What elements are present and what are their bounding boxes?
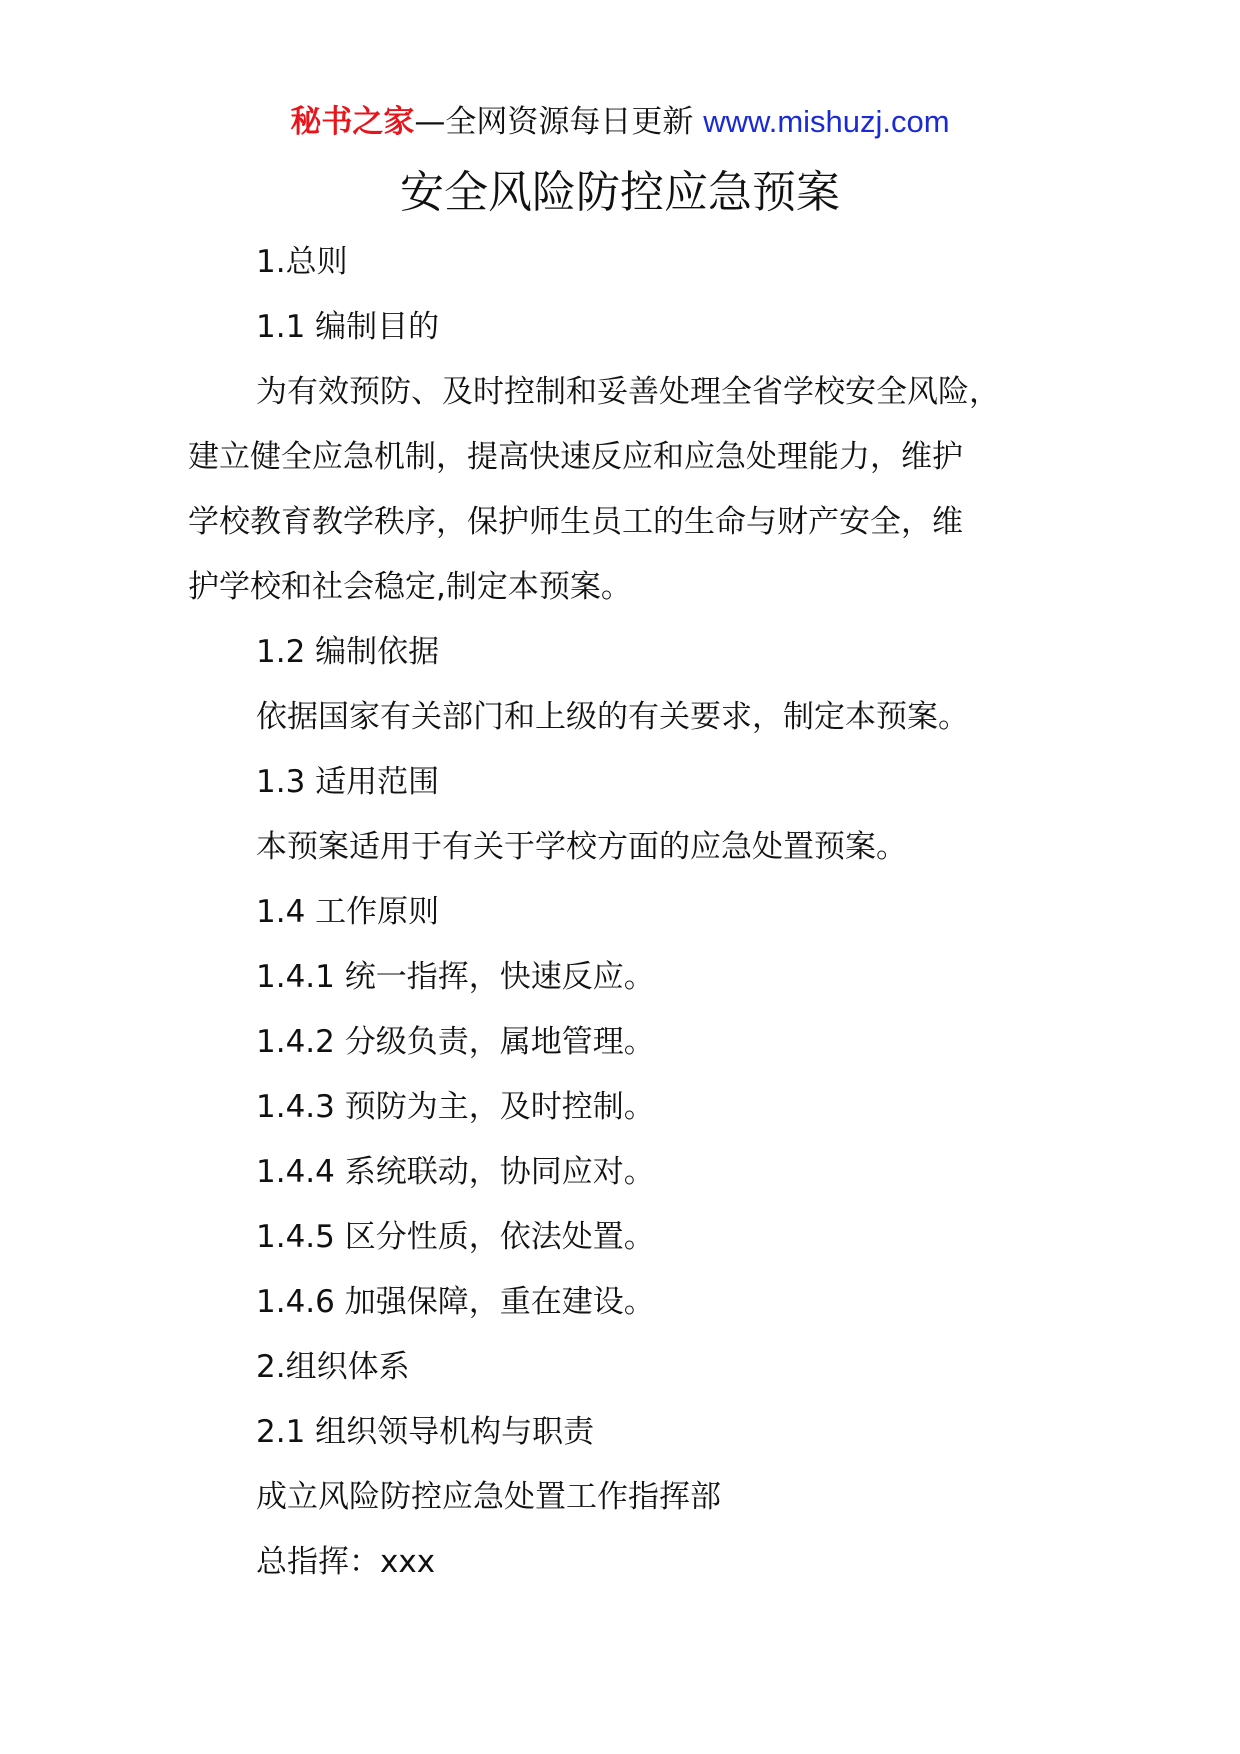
paragraph-line: 1.4 工作原则 [256,894,440,930]
paragraph-line: 1.1 编制目的 [256,309,440,345]
paragraph-line: 依据国家有关部门和上级的有关要求，制定本预案。 [256,699,969,735]
paragraph-line: 2.组织体系 [256,1349,410,1385]
paragraph-line: 1.4.6 加强保障，重在建设。 [256,1284,655,1320]
site-header [0,100,1240,144]
paragraph-line: 护学校和社会稳定,制定本预案。 [188,569,632,605]
paragraph-line: 1.4.5 区分性质，依法处置。 [256,1219,655,1255]
paragraph-line: 2.1 组织领导机构与职责 [256,1414,595,1450]
brand-name: 秘书之家 [290,104,415,140]
paragraph-line: 本预案适用于有关于学校方面的应急处置预案。 [256,829,907,865]
paragraph-line: 1.4.4 系统联动，协同应对。 [256,1154,655,1190]
slogan-text: —全网资源每日更新 [414,104,704,140]
paragraph-line: 1.3 适用范围 [256,764,440,800]
paragraph-line: 1.2 编制依据 [256,634,440,670]
paragraph-line: 1.总则 [256,244,348,280]
document-body [188,230,1068,1595]
paragraph-line: 学校教育教学秩序，保护师生员工的生命与财产安全，维 [188,504,963,540]
paragraph-line: 1.4.3 预防为主，及时控制。 [256,1089,655,1125]
paragraph-line: 为有效预防、及时控制和妥善处理全省学校安全风险， [256,374,1000,410]
paragraph-line: 建立健全应急机制，提高快速反应和应急处理能力，维护 [188,439,963,475]
paragraph-line: 1.4.2 分级负责，属地管理。 [256,1024,655,1060]
paragraph-line: 成立风险防控应急处置工作指挥部 [256,1479,721,1515]
paragraph-line: 总指挥：xxx [256,1544,436,1580]
paragraph-line: 1.4.1 统一指挥，快速反应。 [256,959,655,995]
document-title: 安全风险防控应急预案 [400,167,840,218]
site-url: www.mishuzj.com [703,104,950,139]
